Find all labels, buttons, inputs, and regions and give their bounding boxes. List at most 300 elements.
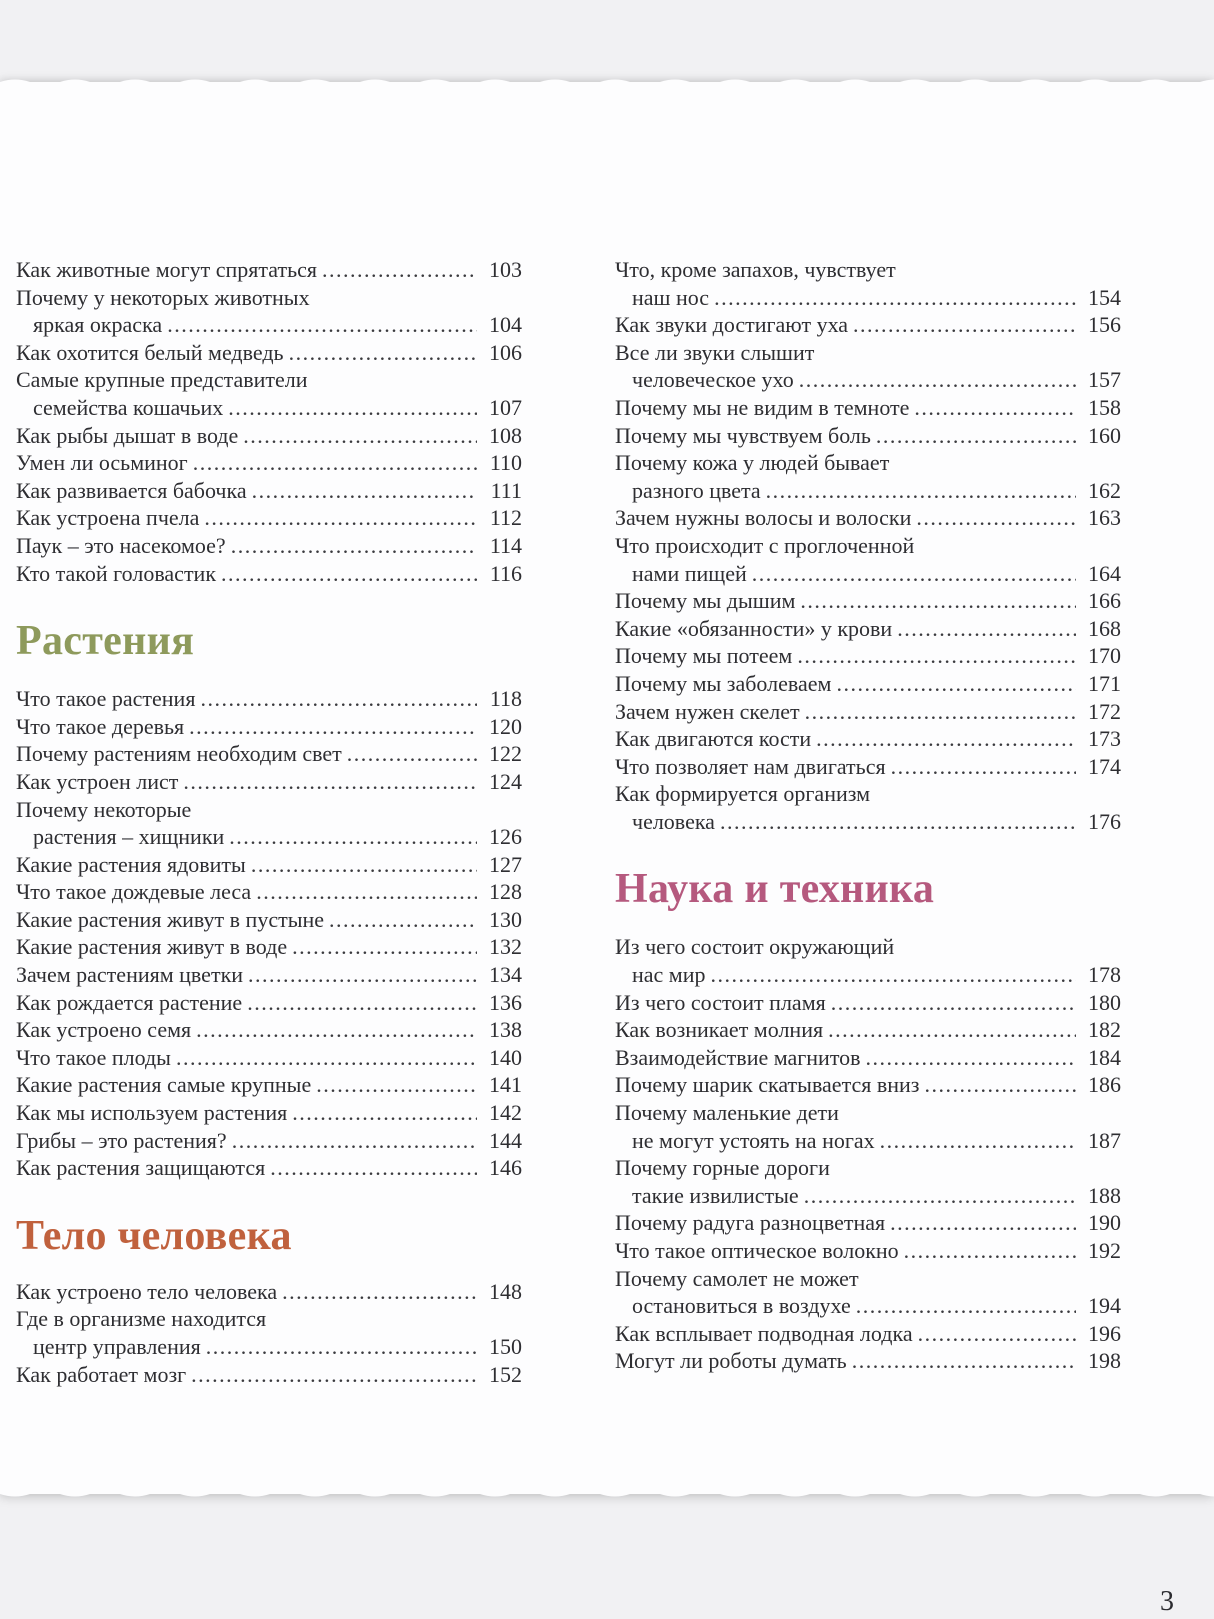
toc-entry — [615, 989, 1121, 1017]
toc-entry-line — [16, 851, 522, 879]
toc-entry-title: Почему самолет не может — [615, 1265, 859, 1291]
toc-entry-title: Почему мы потеем — [615, 643, 793, 669]
toc-entry — [16, 366, 522, 421]
toc-list-science — [615, 933, 1121, 1375]
toc-entry-page-number: 130 — [489, 906, 522, 932]
toc-entry-page-number: 144 — [489, 1127, 522, 1153]
toc-entry-line — [16, 1333, 522, 1361]
toc-entry — [615, 642, 1121, 670]
dot-leader — [880, 1127, 1076, 1155]
toc-entry — [615, 1044, 1121, 1072]
dot-leader — [836, 670, 1076, 698]
toc-entry-page-number: 182 — [1088, 1017, 1121, 1043]
toc-entry-line — [615, 670, 1121, 698]
toc-entry-title: Какие растения живут в воде — [16, 934, 288, 960]
toc-entry — [16, 740, 522, 768]
torn-edge-top — [0, 75, 1214, 89]
toc-entry-title: Что такое плоды — [16, 1044, 171, 1070]
dot-leader — [890, 1209, 1076, 1237]
toc-entry-line — [615, 1154, 1121, 1182]
toc-entry — [16, 284, 522, 339]
toc-entry-line — [16, 284, 522, 312]
toc-entry — [16, 339, 522, 367]
toc-entry-page-number: 173 — [1088, 726, 1121, 752]
toc-entry-page-number: 170 — [1088, 643, 1121, 669]
toc-entry-page-number: 114 — [489, 532, 522, 558]
toc-entry — [615, 311, 1121, 339]
toc-entry-title: Где в организме находится — [16, 1306, 267, 1332]
toc-entry-title: не могут устоять на ногах — [632, 1127, 875, 1153]
toc-entry-line — [16, 560, 522, 588]
toc-entry-line — [16, 1044, 522, 1072]
toc-entry — [16, 1071, 522, 1099]
toc-entry-title: центр управления — [33, 1334, 201, 1359]
dot-leader — [251, 851, 477, 879]
toc-entry-line — [16, 989, 522, 1017]
toc-entry-line — [16, 1071, 522, 1099]
toc-entry-line — [16, 933, 522, 961]
toc-entry — [16, 713, 522, 741]
toc-entry-title: Взаимодействие магнитов — [615, 1044, 861, 1070]
toc-entry-title: нас мир — [632, 962, 706, 988]
dot-leader — [252, 477, 477, 505]
toc-entry — [615, 1347, 1121, 1375]
dot-leader — [189, 713, 477, 741]
toc-entry-title: такие извилистые — [632, 1182, 799, 1208]
toc-entry-line — [615, 366, 1121, 394]
toc-entry — [16, 504, 522, 532]
toc-entry-title: человека — [632, 808, 715, 834]
toc-entry-line — [615, 1182, 1121, 1210]
dot-leader — [167, 311, 477, 339]
toc-entry-title: Как охотится белый медведь — [16, 339, 284, 365]
toc-entry — [615, 670, 1121, 698]
toc-entry — [16, 422, 522, 450]
toc-entry-line — [16, 477, 522, 505]
toc-entry-line — [615, 477, 1121, 505]
toc-list-plants — [16, 685, 522, 1182]
dot-leader — [720, 808, 1076, 836]
toc-entry-line — [16, 532, 522, 560]
toc-entry-page-number: 150 — [489, 1334, 522, 1359]
toc-entry-page-number: 112 — [489, 505, 522, 531]
toc-entry-page-number: 127 — [489, 851, 522, 877]
dot-leader — [200, 685, 477, 713]
toc-entry-page-number: 158 — [1088, 394, 1121, 420]
toc-entry-page-number: 171 — [1088, 670, 1121, 696]
toc-entry-title: Как устроено семя — [16, 1017, 192, 1043]
dot-leader — [711, 961, 1077, 989]
toc-entry-title: Почему мы заболеваем — [615, 670, 832, 696]
toc-entry-line — [615, 1127, 1121, 1155]
toc-entry-title: Как двигаются кости — [615, 726, 812, 752]
toc-entry-title: Как устроено тело человека — [16, 1278, 278, 1304]
dot-leader — [876, 422, 1076, 450]
dot-leader — [805, 698, 1076, 726]
toc-entry-title: человеческое ухо — [632, 367, 794, 393]
dot-leader — [800, 587, 1076, 615]
dot-leader — [292, 933, 477, 961]
toc-entry — [16, 685, 522, 713]
toc-entry — [615, 587, 1121, 615]
toc-entry-line — [615, 284, 1121, 312]
toc-entry-page-number: 132 — [489, 934, 522, 960]
dot-leader — [891, 753, 1076, 781]
dot-leader — [204, 504, 477, 532]
toc-entry — [615, 504, 1121, 532]
toc-entry-line — [16, 1305, 522, 1333]
toc-entry-line — [16, 422, 522, 450]
section-heading-science: Наука и техника — [615, 866, 935, 913]
toc-entry-title: Как устроен лист — [16, 768, 179, 794]
toc-entry — [615, 1265, 1121, 1320]
toc-entry-line — [615, 339, 1121, 367]
toc-entry — [615, 698, 1121, 726]
toc-entry-line — [615, 1044, 1121, 1072]
toc-entry-title: Почему некоторые — [16, 796, 192, 822]
toc-entry-line — [16, 796, 522, 824]
dot-leader — [828, 1016, 1076, 1044]
dot-leader — [924, 1071, 1076, 1099]
toc-entry-title: Как устроена пчела — [16, 505, 200, 531]
section-heading-human-body: Тело человека — [16, 1212, 292, 1259]
toc-entry-line — [615, 1347, 1121, 1375]
toc-entry-line — [615, 1265, 1121, 1293]
toc-entry-line — [615, 808, 1121, 836]
toc-entry-page-number: 110 — [489, 450, 522, 476]
dot-leader — [766, 477, 1076, 505]
toc-entry-page-number: 124 — [489, 768, 522, 794]
toc-entry-page-number: 136 — [489, 989, 522, 1015]
toc-entry — [16, 1127, 522, 1155]
toc-entry-page-number: 172 — [1088, 698, 1121, 724]
dot-leader — [228, 394, 477, 422]
toc-entry-title: Как животные могут спрятаться — [16, 257, 318, 282]
toc-entry-page-number: 198 — [1088, 1348, 1121, 1374]
toc-entry-page-number: 154 — [1088, 284, 1121, 310]
toc-entry-title: Зачем нужен скелет — [615, 698, 800, 724]
toc-list-human-body — [16, 1278, 522, 1388]
toc-entry — [615, 1237, 1121, 1265]
toc-entry-page-number: 157 — [1088, 367, 1121, 393]
toc-entry-page-number: 116 — [489, 560, 522, 586]
toc-entry — [16, 1099, 522, 1127]
toc-entry-title: Как всплывает подводная лодка — [615, 1320, 913, 1346]
toc-entry-line — [16, 1361, 522, 1389]
toc-entry-page-number: 106 — [489, 339, 522, 365]
toc-entry-line — [615, 989, 1121, 1017]
toc-entry-title: яркая окраска — [33, 312, 163, 338]
toc-entry-line — [615, 1016, 1121, 1044]
dot-leader — [918, 1320, 1076, 1348]
toc-entry-title: Умен ли осьминог — [16, 450, 188, 476]
toc-entry-line — [615, 698, 1121, 726]
toc-entry-page-number: 178 — [1088, 962, 1121, 988]
dot-leader — [714, 284, 1076, 312]
toc-entry-page-number: 162 — [1088, 477, 1121, 503]
toc-entry — [16, 1044, 522, 1072]
dot-leader — [916, 504, 1076, 532]
toc-entry-line — [615, 256, 1121, 284]
toc-entry-title: Как возникает молния — [615, 1017, 824, 1043]
toc-entry-line — [615, 961, 1121, 989]
toc-entry-line — [16, 878, 522, 906]
dot-leader — [176, 1044, 477, 1072]
dot-leader — [231, 532, 477, 560]
toc-entry-line — [615, 615, 1121, 643]
toc-entry — [615, 615, 1121, 643]
toc-entry-title: Почему радуга разноцветная — [615, 1210, 886, 1236]
toc-entry-page-number: 122 — [489, 741, 522, 767]
toc-entry — [16, 878, 522, 906]
toc-entry-title: Почему мы дышим — [615, 588, 796, 614]
dot-leader — [856, 1292, 1076, 1320]
toc-entry-line — [615, 1292, 1121, 1320]
toc-entry-title: Почему кожа у людей бывает — [615, 450, 890, 476]
toc-entry-line — [615, 587, 1121, 615]
toc-entry-title: Грибы – это растения? — [16, 1127, 227, 1153]
toc-entry-line — [16, 768, 522, 796]
toc-entry-title: Почему у некоторых животных — [16, 284, 310, 310]
toc-entry — [16, 1016, 522, 1044]
toc-entry-title: Как рыбы дышат в воде — [16, 422, 239, 448]
toc-entry-line — [615, 449, 1121, 477]
toc-entry-line — [615, 780, 1121, 808]
toc-entry — [615, 1071, 1121, 1099]
dot-leader — [247, 989, 477, 1017]
toc-entry-title: Из чего состоит пламя — [615, 989, 826, 1015]
dot-leader — [256, 878, 477, 906]
toc-entry-page-number: 168 — [1088, 615, 1121, 641]
toc-entry-page-number: 190 — [1088, 1210, 1121, 1236]
toc-entry — [16, 961, 522, 989]
toc-entry-page-number: 128 — [489, 879, 522, 905]
toc-entry-page-number: 187 — [1088, 1127, 1121, 1153]
dot-leader — [316, 1071, 477, 1099]
toc-entry-line — [16, 256, 522, 284]
dot-leader — [799, 366, 1076, 394]
toc-entry-line — [16, 1099, 522, 1127]
dot-leader — [853, 311, 1076, 339]
toc-entry-page-number: 156 — [1088, 312, 1121, 338]
dot-leader — [347, 740, 477, 768]
dot-leader — [816, 725, 1076, 753]
toc-entry-title: Как рождается растение — [16, 989, 243, 1015]
toc-entry-title: разного цвета — [632, 477, 761, 503]
toc-entry-title: Что, кроме запахов, чувствует — [615, 257, 896, 282]
toc-entry — [16, 796, 522, 851]
toc-entry-page-number: 146 — [489, 1155, 522, 1181]
page-number: 3 — [1160, 1586, 1174, 1617]
toc-entry-line — [16, 1154, 522, 1182]
toc-entry-page-number: 164 — [1088, 560, 1121, 586]
toc-entry — [615, 1209, 1121, 1237]
toc-entry-title: Могут ли роботы думать — [615, 1348, 847, 1374]
dot-leader — [329, 906, 477, 934]
toc-entry-title: Как звуки достигают уха — [615, 312, 849, 338]
toc-entry-page-number: 148 — [489, 1278, 522, 1304]
toc-entry-line — [615, 1237, 1121, 1265]
toc-entry-page-number: 163 — [1088, 505, 1121, 531]
toc-entry-line — [615, 422, 1121, 450]
toc-entry-line — [16, 713, 522, 741]
toc-entry — [615, 1099, 1121, 1154]
toc-entry — [16, 256, 522, 284]
toc-entry-line — [16, 685, 522, 713]
toc-entry-line — [615, 504, 1121, 532]
toc-entry-title: Что такое дождевые леса — [16, 879, 252, 905]
toc-entry-page-number: 176 — [1088, 808, 1121, 834]
toc-entry-line — [16, 339, 522, 367]
toc-entry — [16, 477, 522, 505]
toc-entry-page-number: 134 — [489, 962, 522, 988]
toc-entry-title: Кто такой головастик — [16, 560, 217, 586]
toc-entry-page-number: 180 — [1088, 989, 1121, 1015]
toc-entry — [16, 768, 522, 796]
toc-entry-page-number: 140 — [489, 1044, 522, 1070]
toc-entry — [615, 753, 1121, 781]
toc-entry-line — [16, 311, 522, 339]
toc-list-human-body-continued — [615, 256, 1121, 835]
dot-leader — [221, 560, 477, 588]
toc-entry-page-number: 186 — [1088, 1072, 1121, 1098]
toc-entry-page-number: 126 — [489, 824, 522, 850]
toc-entry — [615, 394, 1121, 422]
toc-entry-line — [615, 1320, 1121, 1348]
toc-entry-line — [615, 642, 1121, 670]
toc-entry — [16, 906, 522, 934]
toc-entry-line — [16, 449, 522, 477]
toc-entry-title: Что позволяет нам двигаться — [615, 753, 886, 779]
toc-entry-title: Из чего состоит окружающий — [615, 934, 895, 960]
toc-entry-title: Как растения защищаются — [16, 1155, 266, 1181]
toc-left-column — [16, 256, 522, 1388]
toc-entry-title: Все ли звуки слышит — [615, 339, 815, 365]
toc-entry-line — [16, 366, 522, 394]
toc-entry-line — [16, 740, 522, 768]
toc-entry-line — [615, 753, 1121, 781]
toc-entry — [615, 933, 1121, 988]
toc-entry — [16, 933, 522, 961]
dot-leader — [289, 339, 477, 367]
toc-entry-page-number: 108 — [489, 422, 522, 448]
toc-entry — [16, 532, 522, 560]
toc-entry-page-number: 192 — [1088, 1238, 1121, 1263]
toc-entry-page-number: 120 — [489, 713, 522, 739]
dot-leader — [232, 1127, 477, 1155]
dot-leader — [243, 422, 477, 450]
dot-leader — [852, 1347, 1076, 1375]
toc-entry — [16, 1361, 522, 1389]
toc-entry — [615, 339, 1121, 394]
toc-entry-page-number: 152 — [489, 1361, 522, 1387]
toc-entry-line — [615, 725, 1121, 753]
dot-leader — [248, 961, 477, 989]
dot-leader — [282, 1278, 477, 1306]
toc-entry — [16, 1278, 522, 1306]
toc-entry-title: Какие растения самые крупные — [16, 1072, 312, 1098]
toc-entry-line — [16, 906, 522, 934]
toc-entry-title: Почему растениям необходим свет — [16, 741, 342, 767]
toc-entry-title: Какие растения ядовиты — [16, 851, 246, 877]
toc-entry-title: Как мы используем растения — [16, 1100, 288, 1126]
dot-leader — [183, 768, 477, 796]
toc-right-column — [615, 256, 1121, 1375]
dot-leader — [897, 615, 1076, 643]
dot-leader — [804, 1182, 1076, 1210]
toc-entry-title: Почему горные дороги — [615, 1155, 830, 1181]
toc-entry-title: растения – хищники — [33, 824, 225, 850]
dot-leader — [191, 1361, 477, 1389]
toc-entry-line — [615, 1209, 1121, 1237]
dot-leader — [752, 560, 1076, 588]
toc-entry — [615, 422, 1121, 450]
toc-entry-title: Паук – это насекомое? — [16, 532, 226, 558]
toc-entry-line — [615, 532, 1121, 560]
toc-entry-line — [16, 823, 522, 851]
dot-leader — [904, 1237, 1076, 1265]
toc-entry-line — [615, 311, 1121, 339]
toc-entry — [615, 449, 1121, 504]
toc-entry-title: Почему шарик скатывается вниз — [615, 1072, 920, 1098]
toc-entry-title: нами пищей — [632, 560, 747, 586]
toc-entry-title: остановиться в воздухе — [632, 1293, 851, 1319]
toc-entry-page-number: 142 — [489, 1100, 522, 1126]
toc-entry-line — [16, 1016, 522, 1044]
toc-entry — [16, 989, 522, 1017]
toc-entry — [615, 1016, 1121, 1044]
toc-entry-line — [16, 504, 522, 532]
dot-leader — [831, 989, 1076, 1017]
toc-entry — [615, 532, 1121, 587]
toc-entry — [615, 1320, 1121, 1348]
toc-entry-line — [615, 933, 1121, 961]
dot-leader — [229, 823, 477, 851]
toc-entry-title: Что такое деревья — [16, 713, 185, 739]
toc-entry — [16, 560, 522, 588]
toc-entry-title: Что происходит с проглоченной — [615, 532, 915, 558]
toc-entry — [16, 851, 522, 879]
toc-entry-title: Что такое растения — [16, 686, 196, 712]
toc-entry-title: Зачем нужны волосы и волоски — [615, 505, 912, 531]
toc-entry-page-number: 166 — [1088, 588, 1121, 614]
dot-leader — [322, 256, 477, 284]
toc-entry-page-number: 118 — [489, 686, 522, 712]
toc-entry-page-number: 107 — [489, 394, 522, 420]
toc-list-animals — [16, 256, 522, 587]
dot-leader — [292, 1099, 477, 1127]
toc-entry — [615, 780, 1121, 835]
toc-entry-page-number: 188 — [1088, 1182, 1121, 1208]
toc-entry-line — [16, 394, 522, 422]
toc-entry — [615, 1154, 1121, 1209]
toc-entry-title: семейства кошачьих — [33, 394, 224, 420]
dot-leader — [797, 642, 1076, 670]
toc-entry-title: Почему маленькие дети — [615, 1100, 839, 1126]
toc-entry-line — [615, 560, 1121, 588]
toc-entry-page-number: 111 — [490, 477, 522, 503]
toc-entry — [16, 1305, 522, 1360]
dot-leader — [914, 394, 1076, 422]
toc-entry-page-number: 138 — [489, 1017, 522, 1043]
toc-entry-title: Зачем растениям цветки — [16, 962, 244, 988]
toc-entry-title: Какие «обязанности» у крови — [615, 615, 893, 641]
toc-entry-page-number: 174 — [1088, 753, 1121, 779]
toc-entry-page-number: 194 — [1088, 1293, 1121, 1319]
toc-entry-title: Какие растения живут в пустыне — [16, 906, 325, 932]
toc-entry-line — [615, 394, 1121, 422]
toc-entry-line — [615, 1071, 1121, 1099]
